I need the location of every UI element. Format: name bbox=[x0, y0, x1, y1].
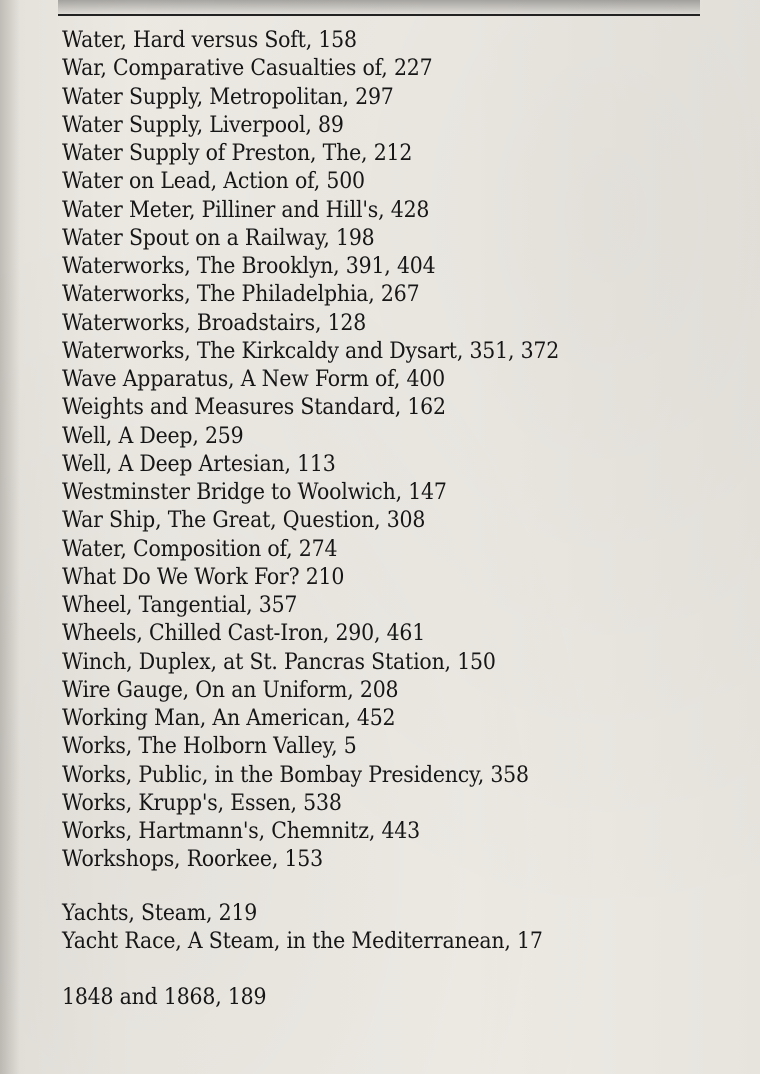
index-entry: Water, Hard versus Soft, 158 bbox=[62, 28, 357, 53]
index-entry: Works, Public, in the Bombay Presidency, 358 bbox=[62, 762, 529, 788]
index-entry: Waterworks, The Philadelphia, 267 bbox=[62, 282, 420, 308]
index-entry: Works, Krupp's, Essen, 538 bbox=[62, 790, 342, 816]
index-entry: Wire Gauge, On an Uniform, 208 bbox=[62, 677, 399, 703]
w-entries-section bbox=[62, 27, 742, 875]
index-entry: Waterworks, The Brooklyn, 391, 404 bbox=[62, 254, 436, 279]
index-entry: Winch, Duplex, at St. Pancras Station, 150 bbox=[62, 649, 496, 675]
index-entry: Yachts, Steam, 219 bbox=[62, 900, 258, 926]
index-entry: War Ship, The Great, Question, 308 bbox=[62, 508, 426, 534]
section-gap bbox=[62, 956, 742, 984]
numeric-entries-section bbox=[62, 984, 742, 1012]
index-entry: Well, A Deep Artesian, 113 bbox=[62, 451, 336, 477]
index-entry: Waterworks, Broadstairs, 128 bbox=[62, 310, 367, 336]
index-entry: Wave Apparatus, A New Form of, 400 bbox=[62, 367, 445, 392]
index-entry: Water, Composition of, 274 bbox=[62, 536, 338, 562]
index-entry: Works, The Holborn Valley, 5 bbox=[62, 734, 357, 760]
index-entry: What Do We Work For? 210 bbox=[62, 564, 345, 590]
index-entry: Water Supply, Liverpool, 89 bbox=[62, 112, 344, 138]
index-entry: Waterworks, The Kirkcaldy and Dysart, 351, 372 bbox=[62, 338, 560, 364]
index-entry: Wheel, Tangential, 357 bbox=[62, 593, 298, 618]
index-entry: Westminster Bridge to Woolwich, 147 bbox=[62, 480, 447, 505]
index-entry: Water Meter, Pilliner and Hill's, 428 bbox=[62, 197, 430, 223]
binding-shadow bbox=[0, 0, 20, 1074]
index-entry: 1848 and 1868, 189 bbox=[62, 985, 267, 1010]
top-rule bbox=[58, 0, 700, 16]
index-entry: Water Supply of Preston, The, 212 bbox=[62, 141, 413, 166]
index-entry: Wheels, Chilled Cast-Iron, 290, 461 bbox=[62, 621, 426, 647]
index-entry: War, Comparative Casualties of, 227 bbox=[62, 56, 433, 82]
index-list bbox=[62, 27, 742, 1012]
index-entry: Works, Hartmann's, Chemnitz, 443 bbox=[62, 819, 420, 844]
index-entry: Working Man, An American, 452 bbox=[62, 706, 396, 731]
index-entry: Weights and Measures Standard, 162 bbox=[62, 395, 446, 421]
index-entry: Water on Lead, Action of, 500 bbox=[62, 169, 365, 195]
index-entry: Water Supply, Metropolitan, 297 bbox=[62, 84, 394, 110]
index-entry: Workshops, Roorkee, 153 bbox=[62, 847, 323, 873]
y-entries-section bbox=[62, 900, 742, 957]
index-entry: Water Spout on a Railway, 198 bbox=[62, 225, 375, 251]
section-gap bbox=[62, 875, 742, 900]
index-entry: Yacht Race, A Steam, in the Mediterranean, 17 bbox=[62, 928, 543, 954]
index-entry: Well, A Deep, 259 bbox=[62, 423, 244, 449]
